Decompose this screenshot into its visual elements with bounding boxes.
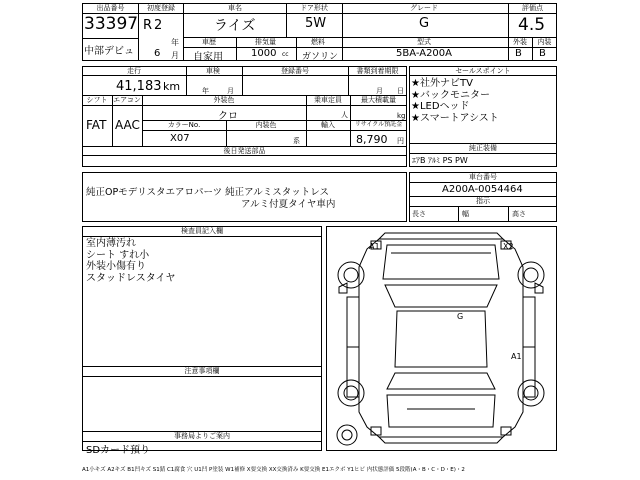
ext-color: クロ	[218, 111, 238, 122]
shift: FAT	[86, 118, 107, 132]
doc-month-unit: 月	[376, 87, 383, 95]
inspection-label: 車検	[206, 67, 220, 75]
list-item: 外装小傷有り	[86, 261, 146, 272]
reg-no-label: 登録番号	[281, 67, 309, 75]
score-label: 評価点	[522, 4, 543, 12]
notice-label: 指示	[476, 197, 490, 205]
list-item: ★バックモニター	[411, 89, 490, 101]
displacement: 1000	[251, 48, 277, 59]
fuel: ガソリン	[302, 52, 339, 62]
doors-label: ドア形状	[300, 4, 328, 12]
sales-points-title: セールスポイント	[455, 67, 511, 75]
fuel-label: 燃料	[311, 38, 325, 46]
lot-label: 出品番号	[96, 4, 125, 12]
usage: 自家用	[193, 52, 223, 63]
damage-mark: X2	[503, 242, 514, 251]
inspection-title: 検査員記入欄	[181, 227, 223, 235]
score: 4.5	[518, 15, 546, 35]
list-item: ★スマートアシスト	[411, 112, 499, 124]
exterior-label: 外装	[513, 38, 527, 46]
recycle-fee: 8,790	[356, 133, 388, 146]
interior-label: 内装	[537, 38, 552, 46]
list-item: ★LEDヘッド	[411, 101, 470, 112]
exterior-grade: B	[515, 48, 522, 59]
width-label: 幅	[462, 210, 469, 218]
year: 2	[154, 18, 163, 33]
int-color-label: 内装色	[255, 121, 277, 129]
color-no-label: カラーNo.	[167, 121, 201, 129]
height-label: 高さ	[512, 210, 526, 218]
color-no: X07	[170, 133, 190, 144]
list-item: ★社外ナビTV	[411, 78, 473, 89]
shift-label: シフト	[86, 96, 108, 104]
damage-mark: A1	[511, 352, 522, 361]
mileage: 41,183	[116, 79, 162, 94]
month: 6	[154, 48, 161, 59]
car-name-label: 車名	[228, 4, 242, 12]
shipping-parts-label: 後日発送部品	[223, 147, 266, 155]
inspection-year-unit: 年	[202, 87, 209, 95]
interior-grade: B	[539, 48, 546, 59]
lot-number: 33397	[84, 14, 139, 34]
displacement-unit: cc	[282, 51, 289, 58]
capacity-label: 乗車定員	[314, 96, 342, 104]
recycle-label: リサイクル預託金	[354, 121, 403, 128]
car-diagram-box	[326, 226, 557, 451]
caution-title: 注意事項欄	[184, 367, 220, 375]
model-label: 型式	[417, 38, 431, 46]
car-diagram	[327, 227, 556, 450]
inspection-month-unit: 月	[227, 87, 234, 95]
ac: AAC	[115, 118, 140, 132]
damage-mark: A1	[369, 242, 380, 251]
doc-deadline-label: 書類到着期限	[356, 67, 399, 75]
chassis-number: A200A-0054464	[442, 184, 523, 195]
doors: 5W	[305, 16, 327, 31]
notes-line-2: アルミ付夏タイヤ車内	[241, 199, 336, 210]
year-unit: 年	[171, 38, 179, 47]
displacement-label: 排気量	[255, 38, 276, 46]
import-label: 輸入	[321, 121, 335, 129]
capacity-unit: 人	[341, 111, 348, 119]
ac-label: エアコン	[113, 96, 141, 104]
list-item: シート すれ小	[86, 249, 150, 261]
first-reg-label: 初度登録	[147, 4, 175, 12]
doc-day-unit: 日	[397, 87, 404, 95]
chassis-label: 車台番号	[469, 173, 497, 181]
int-color-unit: 系	[293, 137, 300, 145]
damage-legend: A1小キズ A2キズ B1凹キズ S1錆 C1腐食 穴 U1凹 P塗装 W1補修 X要交換 XX交換済み K要交換 E1エクボ Y1ヒビ 内状態評価 5段階(A・B・C・D・E)・2	[82, 467, 465, 473]
recycle-unit: 円	[397, 137, 404, 145]
mid-debut-label: 中部デビュ	[84, 46, 134, 57]
damage-mark: G	[457, 312, 464, 321]
mileage-unit: km	[163, 80, 181, 93]
list-item: 室内薄汚れ	[86, 238, 136, 249]
usage-label: 車歴	[202, 38, 216, 46]
grade: G	[419, 16, 430, 31]
grade-label: グレード	[410, 4, 438, 12]
list-item: スタッドレスタイヤ	[86, 272, 176, 284]
mileage-label: 走行	[127, 67, 141, 75]
office-title: 事務局よりご案内	[174, 432, 230, 440]
equipment: ｴｱB ｱﾙﾐ PS PW	[412, 156, 468, 165]
era: R	[143, 18, 153, 33]
max-load-label: 最大積載量	[361, 96, 396, 104]
ext-color-label: 外装色	[213, 96, 235, 104]
model: 5BA-A200A	[396, 48, 453, 59]
office-text: SDカード預り	[86, 445, 151, 456]
sales-points-list	[411, 78, 499, 124]
car-name: ライズ	[214, 18, 256, 34]
length-label: 長さ	[412, 210, 426, 218]
max-load-unit: kg	[397, 112, 406, 120]
notes-line-1: 純正OPモデリスタエアロパーツ 純正アルミスタットレス	[86, 187, 329, 198]
month-unit: 月	[171, 51, 179, 60]
inspection-list	[86, 238, 176, 284]
equipment-label: 純正装備	[469, 144, 497, 152]
